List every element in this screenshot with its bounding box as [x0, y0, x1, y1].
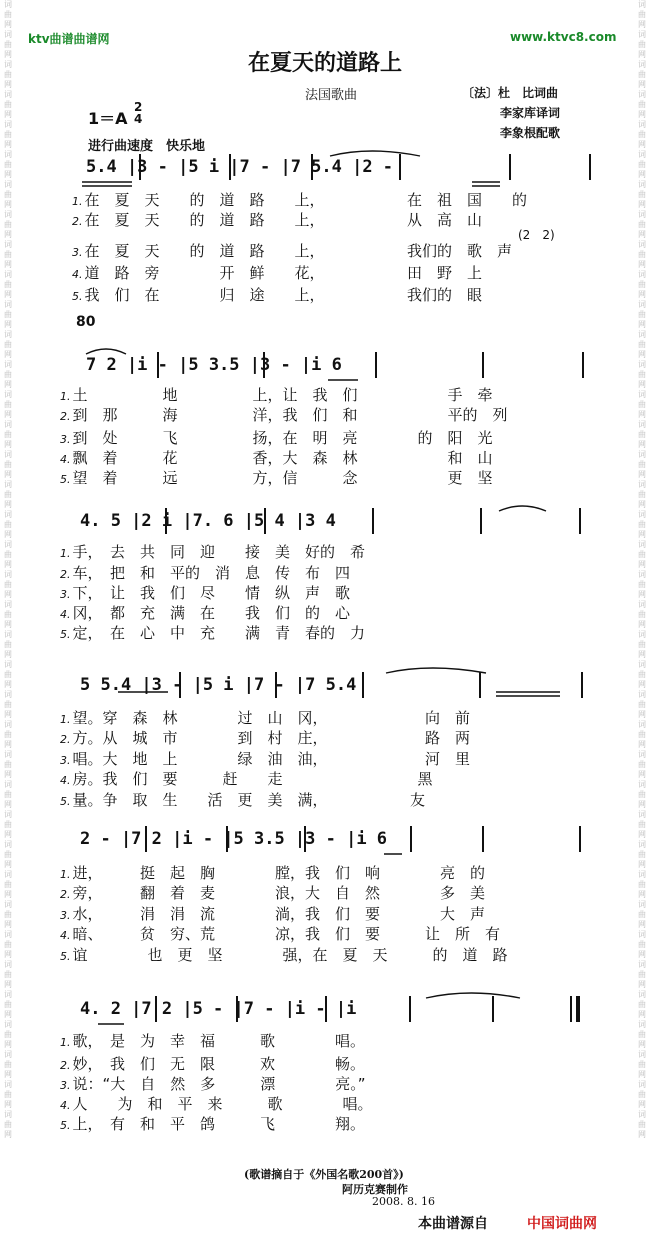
verse-num: 2.	[60, 568, 71, 581]
credit-composer: 〔法〕杜 比词曲	[462, 86, 559, 100]
footer-source: (歌谱摘自于《外国名歌200首》)	[244, 1168, 404, 1181]
lyric-text: 道 路 旁 开 鲜 花， 田 野 上	[84, 264, 483, 282]
verse-num: 1.	[60, 868, 71, 881]
verse-num: 2.	[72, 215, 83, 228]
credit-arranger: 李象根配歌	[500, 126, 561, 140]
key-signature: 1＝A	[88, 109, 128, 128]
verse-num: 2.	[60, 733, 71, 746]
verse-num: 5.	[60, 950, 71, 963]
lyric-text: 我 们 在 归 途 上， 我们的 眼	[84, 286, 483, 304]
bar-number: 80	[76, 314, 96, 330]
lyric-s2-v2	[60, 404, 508, 425]
time-bottom: 4	[134, 112, 143, 126]
lyric-text: 冈， 都 充 满 在 我 们 的 心	[72, 604, 351, 622]
source-label: 本曲谱源自	[418, 1216, 488, 1232]
lyric-text: 手， 去 共 同 迎 接 美 好的 希	[72, 543, 366, 561]
verse-num: 3.	[60, 754, 71, 767]
watermark-left: 词曲网词曲网词曲网词曲网词曲网词曲网词曲网词曲网词曲网词曲网词曲网词曲网词曲网词曲网词曲网词曲网词曲网词曲网词曲网词曲网词曲网词曲网词曲网词曲网词曲网词曲网词曲网词曲网词曲网词曲网词曲网词曲网词曲网词曲网词曲网词曲网词曲网词曲网	[4, 0, 12, 1139]
verse-num: 4.	[60, 774, 71, 787]
notes-system-6: 4. 2 |7 2 |5 - |7 - |i - |i	[80, 999, 357, 1019]
notes-system-3: 4. 5 |2 i |7. 6 |5 4 |3 4	[80, 511, 336, 531]
lyric-s3-v1	[60, 541, 365, 562]
lyric-s4-v5	[60, 789, 425, 810]
lyric-text: 人 为 和 平 来 歌 唱。	[72, 1095, 373, 1113]
song-genre: 法国歌曲	[305, 88, 358, 103]
lyric-s5-v1	[60, 862, 485, 883]
verse-num: 4.	[60, 929, 71, 942]
verse-num: 4.	[60, 1099, 71, 1112]
verse-num: 3.	[72, 246, 83, 259]
lyric-s3-v3	[60, 582, 350, 603]
lyric-text: 望 着 远 方，信 念 更 坚	[72, 469, 493, 487]
lyric-text: 车， 把 和 平的 消 息 传 布 四	[72, 564, 351, 582]
lyric-text: 方。从 城 市 到 村 庄， 路 两	[72, 729, 471, 747]
lyric-s5-v5	[60, 944, 508, 965]
lyric-s2-v1	[60, 384, 493, 405]
verse-num: 4.	[60, 453, 71, 466]
notes-system-4: 5 5.4 |3 - |5 i |7 - |7 5.4	[80, 675, 357, 695]
lyric-s2-v5	[60, 467, 493, 488]
lyric-text: 水， 涓 涓 流 淌，我 们 要 大 声	[72, 905, 486, 923]
lyric-text: 进， 挺 起 胸 膛，我 们 响 亮 的	[72, 864, 486, 882]
verse-num: 1.	[60, 547, 71, 560]
verse-num: 3.	[60, 1079, 71, 1092]
lyric-text: 飘 着 花 香，大 森 林 和 山	[72, 449, 493, 467]
verse-num: 3.	[60, 588, 71, 601]
verse-num: 2.	[60, 888, 71, 901]
verse-num: 1.	[72, 195, 83, 208]
lyric-s3-v2	[60, 562, 350, 583]
lyric-s4-v1	[60, 707, 470, 728]
site-url-right[interactable]: www.ktvc8.com	[510, 30, 617, 44]
lyric-text: 望。穿 森 林 过 山 冈， 向 前	[72, 709, 471, 727]
lyric-s3-v4	[60, 602, 350, 623]
lyric-s4-v2	[60, 727, 470, 748]
site-name-left[interactable]: ktv曲谱曲谱网	[28, 32, 110, 46]
verse-num: 5.	[72, 290, 83, 303]
lyric-text: 土 地 上，让 我 们 手 牵	[72, 386, 493, 404]
verse-num: 5.	[60, 795, 71, 808]
lyric-s6-v3	[60, 1073, 366, 1094]
lyric-text: 旁， 翻 着 麦 浪，大 自 然 多 美	[72, 884, 486, 902]
annotation-2-2: (2 2)	[518, 228, 555, 242]
lyric-s1-v2	[72, 209, 482, 230]
lyric-s6-v5	[60, 1113, 365, 1134]
verse-num: 1.	[60, 713, 71, 726]
lyric-text: 上， 有 和 平 鸽 飞 翔。	[72, 1115, 366, 1133]
footer-date: 2008. 8. 16	[372, 1195, 435, 1208]
lyric-text: 定， 在 心 中 充 满 青 春的 力	[72, 624, 366, 642]
verse-num: 5.	[60, 1119, 71, 1132]
lyric-s6-v4	[60, 1093, 373, 1114]
verse-num: 2.	[60, 1059, 71, 1072]
verse-num: 4.	[60, 608, 71, 621]
verse-num: 1.	[60, 390, 71, 403]
lyric-text: 暗、 贫 穷、荒 凉，我 们 要 让 所 有	[72, 925, 501, 943]
lyric-s1-v3	[72, 240, 512, 261]
lyric-text: 说：“大 自 然 多 漂 亮。”	[72, 1075, 366, 1093]
lyric-text: 在 夏 天 的 道 路 上， 我们的 歌 声	[84, 242, 513, 260]
lyric-text: 谊 也 更 坚 强，在 夏 天 的 道 路	[72, 946, 508, 964]
lyric-text: 到 那 海 洋，我 们 和 平的 列	[72, 406, 508, 424]
tempo-marking: 进行曲速度 快乐地	[88, 139, 206, 154]
lyric-s2-v3	[60, 427, 493, 448]
footer-maker: 阿历克赛制作	[342, 1183, 408, 1196]
lyric-s2-v4	[60, 447, 493, 468]
lyric-text: 在 夏 天 的 道 路 上， 从 高 山	[84, 211, 483, 229]
lyric-text: 房。我 们 要 赶 走 黑	[72, 770, 433, 788]
lyric-s1-v1	[72, 189, 527, 210]
lyric-s6-v2	[60, 1053, 365, 1074]
verse-num: 1.	[60, 1036, 71, 1049]
lyric-text: 到 处 飞 扬，在 明 亮 的 阳 光	[72, 429, 493, 447]
verse-num: 4.	[72, 268, 83, 281]
lyric-text: 量。争 取 生 活 更 美 满， 友	[72, 791, 426, 809]
notes-system-1: 5.4 |3 - |5 i |7 - |7 5.4 |2 -	[86, 157, 394, 177]
credit-translator: 李家库译词	[500, 106, 561, 120]
lyric-s5-v4	[60, 923, 500, 944]
notes-system-5: 2 - |7 2 |i - |5 3.5 |3 - |i 6	[80, 829, 388, 849]
lyric-s4-v4	[60, 768, 433, 789]
lyric-text: 妙， 我 们 无 限 欢 畅。	[72, 1055, 366, 1073]
notes-system-2: 7 2 |i - |5 3.5 |3 - |i 6	[86, 355, 342, 375]
lyric-s1-v4	[72, 262, 482, 283]
verse-num: 5.	[60, 628, 71, 641]
lyric-s3-v5	[60, 622, 365, 643]
lyric-s4-v3	[60, 748, 470, 769]
lyric-text: 歌， 是 为 幸 福 歌 唱。	[72, 1032, 366, 1050]
lyric-text: 在 夏 天 的 道 路 上， 在 祖 国 的	[84, 191, 528, 209]
lyric-s5-v2	[60, 882, 485, 903]
watermark-right: 词曲网词曲网词曲网词曲网词曲网词曲网词曲网词曲网词曲网词曲网词曲网词曲网词曲网词曲网词曲网词曲网词曲网词曲网词曲网词曲网词曲网词曲网词曲网词曲网词曲网词曲网词曲网词曲网词曲网词曲网词曲网词曲网词曲网词曲网词曲网词曲网词曲网词曲网	[638, 0, 646, 1139]
source-site-link[interactable]: 中国词曲网	[527, 1216, 597, 1232]
lyric-s6-v1	[60, 1030, 365, 1051]
verse-num: 2.	[60, 410, 71, 423]
lyric-text: 唱。大 地 上 绿 油 油， 河 里	[72, 750, 471, 768]
lyric-s5-v3	[60, 903, 485, 924]
verse-num: 3.	[60, 909, 71, 922]
verse-num: 5.	[60, 473, 71, 486]
time-top: 2	[134, 100, 143, 114]
lyric-text: 下， 让 我 们 尽 情 纵 声 歌	[72, 584, 351, 602]
time-signature	[134, 101, 142, 125]
lyric-s1-v5	[72, 284, 482, 305]
verse-num: 3.	[60, 433, 71, 446]
song-title: 在夏天的道路上	[247, 51, 402, 76]
